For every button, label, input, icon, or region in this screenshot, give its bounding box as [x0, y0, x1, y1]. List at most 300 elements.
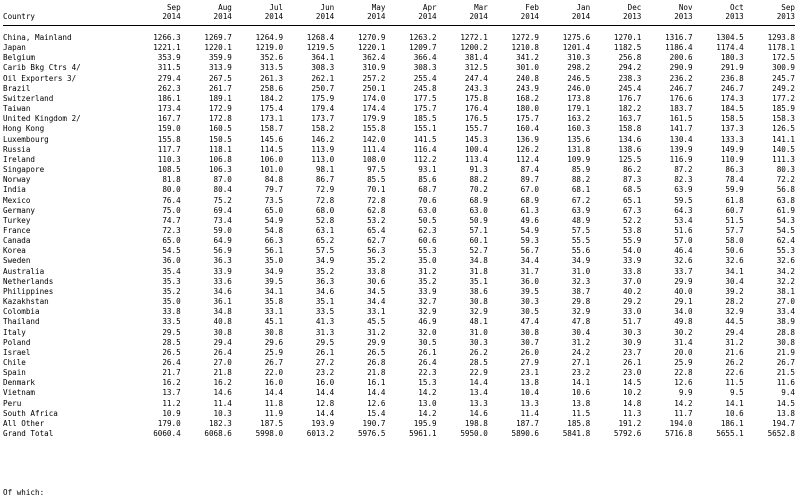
table-row [3, 216, 795, 226]
table-row [3, 196, 795, 206]
value-cell: 198.8 [464, 418, 488, 428]
value-cell: 56.1 [264, 246, 284, 256]
value-cell: 87.2 [674, 165, 693, 175]
value-cell: 22.9 [469, 368, 488, 378]
value-cell: 175.8 [464, 93, 488, 103]
table-row [3, 317, 795, 327]
header-month: Nov [678, 3, 693, 12]
value-cell: 36.3 [315, 276, 335, 286]
value-cell: 48.1 [469, 317, 488, 327]
value-cell: 21.7 [162, 368, 181, 378]
value-cell: 35.2 [162, 286, 181, 296]
value-cell: 16.0 [264, 378, 284, 388]
value-cell: 359.9 [208, 53, 232, 63]
value-cell: 187.7 [516, 418, 539, 428]
country-cell: India [3, 185, 26, 195]
value-cell: 194.7 [772, 418, 795, 428]
value-cell: 75.2 [213, 195, 232, 205]
value-cell: 46.4 [674, 246, 693, 256]
value-cell: 33.1 [264, 307, 284, 317]
value-cell: 16.0 [315, 378, 335, 388]
value-cell: 194.0 [669, 418, 693, 428]
value-cell: 73.4 [213, 215, 232, 225]
value-cell: 67.2 [571, 195, 591, 205]
value-cell: 22.3 [418, 368, 437, 378]
value-cell: 59.9 [725, 185, 744, 195]
value-cell: 93.1 [418, 165, 437, 175]
value-cell: 32.9 [571, 307, 591, 317]
value-cell: 40.8 [213, 317, 232, 327]
value-cell: 9.9 [678, 388, 693, 398]
value-cell: 21.9 [776, 347, 795, 357]
value-cell: 200.6 [669, 53, 693, 63]
header-year: 2014 [520, 12, 539, 21]
value-cell: 52.8 [315, 215, 335, 225]
value-cell: 173.4 [157, 104, 181, 114]
value-cell: 308.3 [311, 63, 335, 73]
value-cell: 30.5 [520, 307, 539, 317]
value-cell: 33.0 [623, 307, 642, 317]
value-cell: 364.1 [311, 53, 335, 63]
country-cell: Hong Kong [3, 124, 45, 134]
table-row [3, 429, 795, 439]
value-cell: 50.9 [469, 215, 488, 225]
header-year: 2013 [725, 12, 744, 21]
table-row [3, 388, 795, 398]
table-row [3, 358, 795, 368]
value-cell: 32.6 [776, 256, 795, 266]
country-cell: Korea [3, 246, 26, 256]
value-cell: 172.9 [208, 104, 232, 114]
value-cell: 176.4 [464, 104, 488, 114]
value-cell: 262.3 [157, 83, 181, 93]
value-cell: 180.3 [720, 53, 744, 63]
header-year: 2014 [264, 12, 284, 21]
table-row [3, 175, 795, 185]
value-cell: 26.1 [315, 347, 335, 357]
value-cell: 106.8 [208, 154, 232, 164]
value-cell: 36.0 [162, 256, 181, 266]
country-cell: Kazakhstan [3, 297, 49, 307]
header-year-row [3, 12, 795, 21]
value-cell: 28.8 [776, 327, 795, 337]
table-row [3, 135, 795, 145]
value-cell: 62.3 [418, 225, 437, 235]
header-year: 2013 [776, 12, 795, 21]
value-cell: 246.7 [669, 83, 693, 93]
value-cell: 381.4 [464, 53, 488, 63]
value-cell: 175.7 [516, 114, 539, 124]
country-cell: Turkey [3, 215, 31, 225]
header-month: Sep [781, 3, 795, 12]
value-cell: 173.7 [311, 114, 335, 124]
value-cell: 30.4 [725, 276, 744, 286]
value-cell: 167.7 [157, 114, 181, 124]
value-cell: 142.0 [362, 134, 386, 144]
value-cell: 68.5 [623, 185, 642, 195]
value-cell: 29.4 [725, 327, 744, 337]
value-cell: 155.1 [413, 124, 437, 134]
value-cell: 61.3 [520, 205, 539, 215]
value-cell: 246.0 [567, 83, 591, 93]
value-cell: 13.8 [520, 378, 539, 388]
value-cell: 243.9 [516, 83, 539, 93]
country-cell: Grand Total [3, 429, 54, 439]
value-cell: 14.2 [418, 408, 437, 418]
value-cell: 10.3 [213, 408, 232, 418]
value-cell: 174.3 [720, 93, 744, 103]
value-cell: 35.4 [162, 266, 181, 276]
value-cell: 59.0 [213, 225, 232, 235]
value-cell: 33.9 [418, 286, 437, 296]
value-cell: 31.0 [571, 266, 591, 276]
value-cell: 29.9 [674, 276, 693, 286]
value-cell: 1219.5 [306, 43, 335, 53]
value-cell: 32.9 [418, 307, 437, 317]
value-cell: 31.2 [725, 337, 744, 347]
value-cell: 10.6 [571, 388, 591, 398]
value-cell: 1186.4 [665, 43, 693, 53]
value-cell: 311.5 [157, 63, 181, 73]
value-cell: 39.5 [520, 286, 539, 296]
value-cell: 35.0 [264, 256, 284, 266]
value-cell: 32.3 [571, 276, 591, 286]
country-cell: Luxembourg [3, 134, 49, 144]
value-cell: 57.5 [315, 246, 335, 256]
value-cell: 176.5 [464, 114, 488, 124]
value-cell: 130.4 [669, 134, 693, 144]
value-cell: 158.5 [720, 114, 744, 124]
value-cell: 180.0 [516, 104, 539, 114]
value-cell: 23.7 [623, 347, 642, 357]
value-cell: 33.5 [315, 307, 335, 317]
value-cell: 15.4 [367, 408, 386, 418]
value-cell: 35.3 [162, 276, 181, 286]
table-row [3, 53, 795, 63]
value-cell: 185.9 [772, 104, 795, 114]
header-year: 2013 [674, 12, 693, 21]
value-cell: 14.2 [418, 388, 437, 398]
table-header [3, 3, 795, 33]
value-cell: 141.5 [413, 134, 437, 144]
value-cell: 55.3 [776, 246, 795, 256]
value-cell: 68.0 [315, 205, 335, 215]
value-cell: 26.2 [725, 358, 744, 367]
header-year: 2014 [571, 12, 591, 21]
country-cell: Thailand [3, 317, 40, 327]
value-cell: 45.1 [264, 317, 284, 327]
value-cell: 61.8 [725, 195, 744, 205]
value-cell: 13.4 [469, 388, 488, 398]
value-cell: 13.0 [418, 398, 437, 408]
value-cell: 87.0 [213, 175, 232, 185]
value-cell: 26.2 [469, 347, 488, 357]
value-cell: 1304.5 [716, 33, 744, 42]
value-cell: 184.2 [260, 93, 284, 103]
value-cell: 116.9 [669, 154, 693, 164]
value-cell: 85.9 [571, 165, 591, 175]
value-cell: 245.7 [772, 73, 795, 83]
table-row [3, 165, 795, 175]
value-cell: 40.2 [623, 286, 642, 296]
value-cell: 11.5 [725, 378, 744, 388]
value-cell: 85.5 [367, 175, 386, 185]
value-cell: 9.4 [781, 388, 795, 398]
value-cell: 87.4 [520, 165, 539, 175]
country-cell: Italy [3, 327, 26, 337]
value-cell: 27.2 [315, 358, 335, 367]
value-cell: 23.2 [571, 368, 591, 378]
value-cell: 49.8 [674, 317, 693, 327]
value-cell: 1266.3 [153, 33, 181, 42]
table-row [3, 145, 795, 155]
value-cell: 62.8 [367, 205, 386, 215]
value-cell: 29.5 [162, 327, 181, 337]
value-cell: 34.8 [469, 256, 488, 266]
value-cell: 1263.2 [409, 33, 437, 42]
table-row [3, 236, 795, 246]
value-cell: 56.7 [520, 246, 539, 256]
value-cell: 30.6 [367, 276, 386, 286]
value-cell: 175.4 [260, 104, 284, 114]
value-cell: 159.0 [157, 124, 181, 134]
table-row [3, 185, 795, 195]
table-row [3, 94, 795, 104]
value-cell: 172.8 [208, 114, 232, 124]
header-year: 2014 [315, 12, 335, 21]
value-cell: 30.2 [674, 327, 693, 337]
value-cell: 30.8 [264, 327, 284, 337]
value-cell: 61.9 [776, 205, 795, 215]
value-cell: 74.7 [162, 215, 181, 225]
value-cell: 65.4 [367, 225, 386, 235]
value-cell: 30.5 [418, 337, 437, 347]
value-cell: 175.9 [311, 93, 335, 103]
value-cell: 34.1 [264, 286, 284, 296]
value-cell: 1182.5 [613, 43, 642, 53]
table-row [3, 368, 795, 378]
value-cell: 160.4 [516, 124, 539, 134]
value-cell: 16.2 [213, 378, 232, 388]
value-cell: 60.1 [469, 236, 488, 246]
value-cell: 136.9 [516, 134, 539, 144]
value-cell: 176.7 [618, 93, 642, 103]
value-cell: 238.3 [618, 73, 642, 83]
value-cell: 341.2 [516, 53, 539, 63]
value-cell: 257.2 [362, 73, 386, 83]
value-cell: 186.1 [157, 93, 181, 103]
value-cell: 34.4 [367, 297, 386, 307]
value-cell: 54.5 [162, 246, 181, 256]
value-cell: 33.1 [367, 307, 386, 317]
value-cell: 34.9 [571, 256, 591, 266]
value-cell: 54.9 [264, 215, 284, 225]
value-cell: 27.1 [571, 358, 591, 367]
value-cell: 26.7 [776, 358, 795, 367]
table-row [3, 409, 795, 419]
header-month: Apr [422, 3, 437, 12]
table-row [3, 399, 795, 409]
value-cell: 11.7 [674, 408, 693, 418]
value-cell: 310.3 [567, 53, 591, 63]
country-cell: Philippines [3, 286, 54, 296]
value-cell: 155.8 [157, 134, 181, 144]
value-cell: 14.4 [367, 388, 386, 398]
value-cell: 149.9 [720, 144, 744, 154]
value-cell: 186.1 [720, 418, 744, 428]
country-cell: Ireland [3, 154, 36, 164]
value-cell: 32.6 [725, 256, 744, 266]
value-cell: 290.9 [669, 63, 693, 73]
value-cell: 245.8 [413, 83, 437, 93]
value-cell: 1272.9 [511, 33, 539, 42]
value-cell: 249.2 [772, 83, 795, 93]
value-cell: 185.5 [413, 114, 437, 124]
value-cell: 14.4 [315, 408, 335, 418]
value-cell: 36.0 [520, 276, 539, 286]
header-month: Sep [166, 3, 181, 12]
table-row [3, 328, 795, 338]
value-cell: 6068.6 [204, 429, 232, 439]
table-row [3, 297, 795, 307]
value-cell: 111.3 [772, 154, 795, 164]
value-cell: 5950.0 [460, 429, 488, 439]
value-cell: 86.2 [623, 165, 642, 175]
country-cell: Colombia [3, 307, 40, 317]
value-cell: 33.4 [776, 307, 795, 317]
value-cell: 36.3 [213, 256, 232, 266]
value-cell: 26.5 [367, 347, 386, 357]
value-cell: 54.8 [264, 225, 284, 235]
value-cell: 21.5 [776, 368, 795, 378]
country-cell: Singapore [3, 165, 45, 175]
value-cell: 366.4 [413, 53, 437, 63]
value-cell: 1178.1 [767, 43, 795, 53]
value-cell: 195.9 [413, 418, 437, 428]
value-cell: 175.7 [413, 104, 437, 114]
value-cell: 353.9 [157, 53, 181, 63]
country-cell: South Africa [3, 408, 58, 418]
header-year: 2014 [418, 12, 437, 21]
value-cell: 73.5 [264, 195, 284, 205]
value-cell: 168.2 [516, 93, 539, 103]
value-cell: 65.0 [264, 205, 284, 215]
country-cell: Carib Bkg Ctrs 4/ [3, 63, 81, 73]
value-cell: 310.9 [362, 63, 386, 73]
value-cell: 183.7 [669, 104, 693, 114]
value-cell: 88.2 [571, 175, 591, 185]
value-cell: 158.8 [618, 124, 642, 134]
value-cell: 30.4 [571, 327, 591, 337]
value-cell: 116.4 [413, 144, 437, 154]
value-cell: 33.8 [623, 266, 642, 276]
country-cell: Netherlands [3, 276, 54, 286]
value-cell: 22.6 [725, 368, 744, 378]
value-cell: 58.0 [725, 236, 744, 246]
value-cell: 33.9 [213, 266, 232, 276]
value-cell: 135.6 [567, 134, 591, 144]
value-cell: 54.5 [776, 225, 795, 235]
value-cell: 35.0 [418, 256, 437, 266]
value-cell: 55.5 [571, 236, 591, 246]
value-cell: 55.3 [418, 246, 437, 256]
value-cell: 57.1 [469, 225, 488, 235]
value-cell: 31.2 [418, 266, 437, 276]
value-cell: 179.0 [157, 418, 181, 428]
value-cell: 5961.1 [409, 429, 437, 439]
value-cell: 78.4 [725, 175, 744, 185]
table-row [3, 277, 795, 287]
value-cell: 1200.2 [460, 43, 488, 53]
value-cell: 72.3 [162, 225, 181, 235]
value-cell: 40.0 [674, 286, 693, 296]
value-cell: 53.2 [367, 215, 386, 225]
value-cell: 11.4 [213, 398, 232, 408]
value-cell: 313.9 [208, 63, 232, 73]
value-cell: 298.2 [567, 63, 591, 73]
value-cell: 1220.1 [357, 43, 386, 53]
value-cell: 11.3 [623, 408, 642, 418]
country-cell: Japan [3, 43, 26, 53]
value-cell: 89.7 [520, 175, 539, 185]
value-cell: 1210.8 [511, 43, 539, 53]
value-cell: 1268.4 [306, 33, 335, 42]
value-cell: 106.3 [208, 165, 232, 175]
value-cell: 59.3 [520, 236, 539, 246]
value-cell: 23.2 [315, 368, 335, 378]
value-cell: 98.1 [315, 165, 335, 175]
country-cell: Spain [3, 368, 26, 378]
value-cell: 126.5 [772, 124, 795, 134]
value-cell: 75.0 [162, 205, 181, 215]
value-cell: 245.4 [618, 83, 642, 93]
value-cell: 1269.7 [204, 33, 232, 42]
value-cell: 53.4 [674, 215, 693, 225]
value-cell: 267.5 [208, 73, 232, 83]
value-cell: 34.6 [213, 286, 232, 296]
value-cell: 10.9 [162, 408, 181, 418]
value-cell: 34.9 [315, 256, 335, 266]
value-cell: 26.1 [623, 358, 642, 367]
value-cell: 5998.0 [255, 429, 284, 439]
value-cell: 191.2 [618, 418, 642, 428]
country-cell: Oil Exporters 3/ [3, 73, 77, 83]
value-cell: 294.2 [618, 63, 642, 73]
value-cell: 50.5 [418, 215, 437, 225]
country-cell: Brazil [3, 83, 31, 93]
country-cell: Mexico [3, 195, 31, 205]
value-cell: 100.4 [464, 144, 488, 154]
header-month: Aug [218, 3, 232, 12]
value-cell: 30.3 [469, 337, 488, 347]
country-cell: Australia [3, 266, 45, 276]
value-cell: 34.8 [213, 307, 232, 317]
country-cell: Vietnam [3, 388, 36, 398]
value-cell: 35.2 [367, 256, 386, 266]
value-cell: 113.9 [311, 144, 335, 154]
value-cell: 111.4 [362, 144, 386, 154]
value-cell: 70.2 [469, 185, 488, 195]
value-cell: 20.0 [674, 347, 693, 357]
value-cell: 64.3 [674, 205, 693, 215]
value-cell: 22.0 [264, 368, 284, 378]
value-cell: 12.6 [367, 398, 386, 408]
value-cell: 32.9 [469, 307, 488, 317]
value-cell: 158.3 [772, 114, 795, 124]
value-cell: 68.1 [571, 185, 591, 195]
value-cell: 28.2 [725, 297, 744, 307]
value-cell: 52.2 [623, 215, 642, 225]
